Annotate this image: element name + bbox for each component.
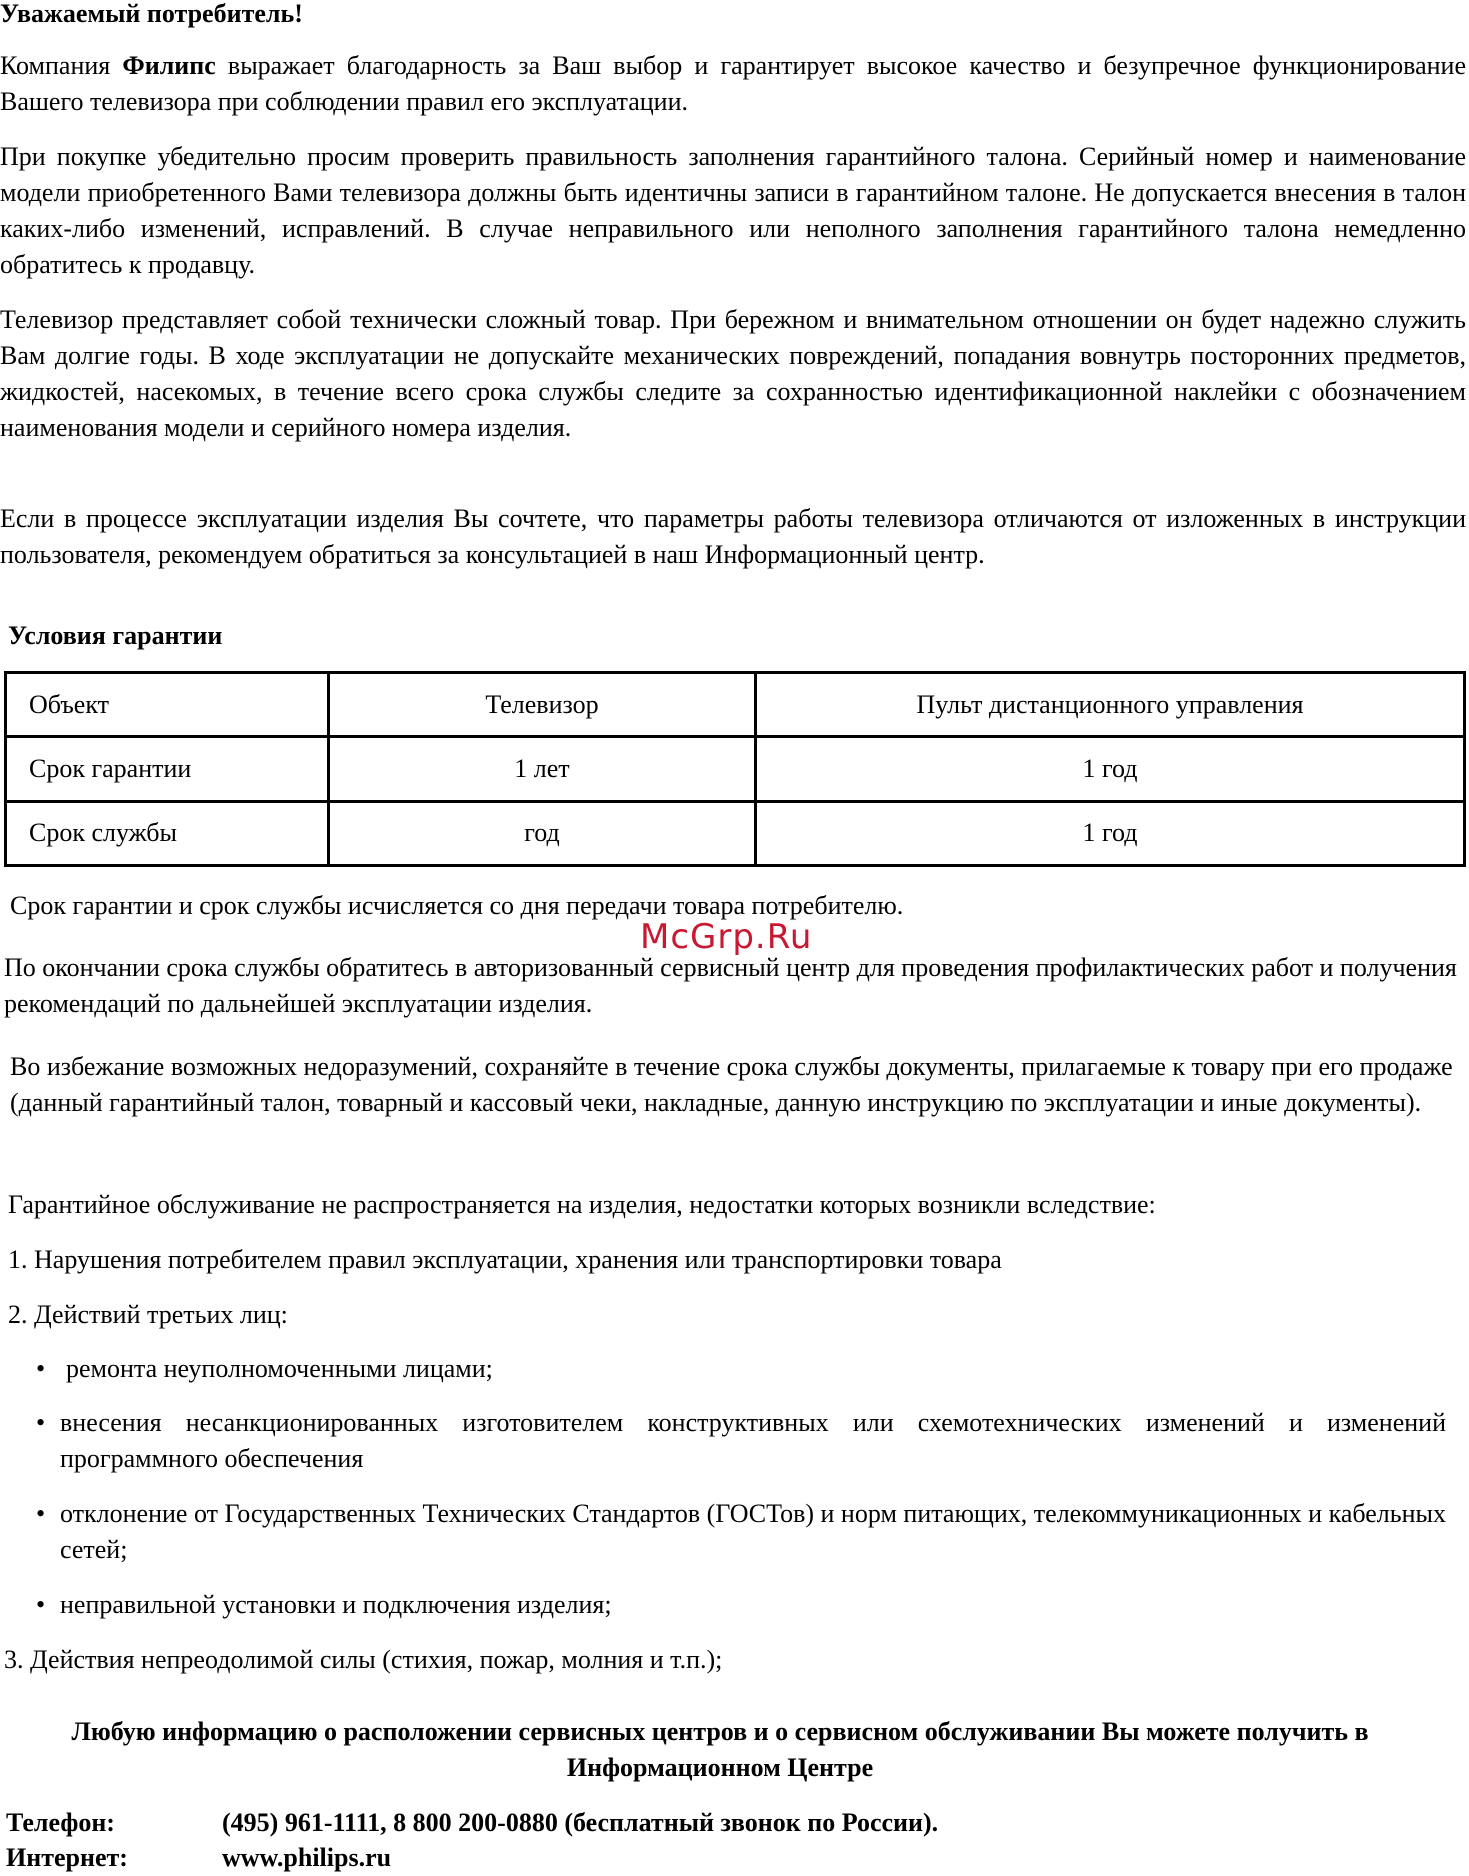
web-link[interactable]: www.philips.ru (222, 1843, 392, 1872)
greeting-heading: Уважаемый потребитель! (0, 0, 303, 28)
product-care-paragraph: Телевизор представляет собой технически сложный товар. При бережном и внимательном отношении он будет надежно служить Вам долгие годы. В ходе эксплуатации не допускайте механических повреждений, попадания вовнутрь посторонних предметов, жидкостей, насекомых, в течение всего срока службы следите за сохранностью идентификационной наклейки с обозначением наименования модели и серийного номера изделия. (0, 305, 1466, 442)
intro-text-start: Компания (0, 51, 123, 80)
table-cell: 1 лет (329, 737, 756, 801)
list-item (36, 1405, 1446, 1477)
exclusion-item-3: 3. Действия непреодолимой силы (стихия, пожар, молния и т.п.); (4, 1645, 723, 1674)
phone-label: Телефон: (6, 1808, 115, 1837)
phone-value: (495) 961-1111, 8 800 200-0880 (бесплатный звонок по России). (222, 1808, 939, 1837)
intro-text-end: выражает благодарность за Ваш выбор и гарантирует высокое качество и безупречное функционирование Вашего телевизора при соблюдении правил его эксплуатации. (0, 51, 1467, 116)
watermark-logo: McGrp.Ru (640, 917, 813, 957)
bullet-icon: • (36, 1590, 46, 1619)
table-cell: 1 год (756, 801, 1465, 865)
purchase-check-paragraph: При покупке убедительно просим проверить правильность заполнения гарантийного талона. Серийный номер и наименование модели приобретенного Вами телевизора должны быть идентичны записи в гарантийном талоне. Не допускается внесения в талон каких-либо изменений, исправлений. В случае неправильного или неполного заполнения гарантийного талона немедленно обратитесь к продавцу. (0, 142, 1466, 279)
exclusion-item-1: 1. Нарушения потребителем правил эксплуатации, хранения или транспортировки товара (8, 1245, 1002, 1274)
intro-paragraph (0, 48, 1466, 120)
list-item-text: ремонта неуполномоченными лицами; (66, 1354, 493, 1383)
table-cell: Срок гарантии (6, 737, 329, 801)
table-cell: 1 год (756, 737, 1465, 801)
exclusion-item-2: 2. Действий третьих лиц: (8, 1300, 288, 1329)
table-cell: год (329, 801, 756, 865)
bullet-icon: • (36, 1499, 46, 1528)
keep-documents-paragraph: Во избежание возможных недоразумений, сохраняйте в течение срока службы документы, прилагаемые к товару при его продаже (данный гарантийный талон, товарный и кассовый чеки, накладные, данную инструкцию по эксплуатации и иные документы). (10, 1052, 1453, 1117)
table-row (6, 737, 1465, 801)
info-center-statement: Любую информацию о расположении сервисных центров и о сервисном обслуживании Вы можете получить в Информационном Центре (71, 1717, 1369, 1782)
warranty-conditions-title: Условия гарантии (8, 621, 223, 650)
warranty-table (4, 671, 1466, 867)
list-item (36, 1351, 1446, 1387)
list-item-text: неправильной установки и подключения изделия; (60, 1590, 612, 1619)
period-calculation-note: Срок гарантии и срок службы исчисляется со дня передачи товара потребителю. (10, 891, 904, 920)
table-cell: Телевизор (329, 673, 756, 737)
table-cell: Пульт дистанционного управления (756, 673, 1465, 737)
table-row (6, 801, 1465, 865)
service-end-paragraph: По окончании срока службы обратитесь в авторизованный сервисный центр для проведения профилактических работ и получения рекомендаций по дальнейшей эксплуатации изделия. (4, 953, 1457, 1018)
list-item-text: отклонение от Государственных Технических Стандартов (ГОСТов) и норм питающих, телекоммуникационных и кабельных сетей; (60, 1499, 1447, 1564)
brand-name: Филипс (122, 51, 216, 80)
table-cell: Объект (6, 673, 329, 737)
list-item (36, 1587, 1446, 1623)
bullet-icon: • (36, 1408, 46, 1437)
table-cell: Срок службы (6, 801, 329, 865)
table-row (6, 673, 1465, 737)
info-center-advice-paragraph: Если в процессе эксплуатации изделия Вы сочтете, что параметры работы телевизора отличаются от изложенных в инструкции пользователя, рекомендуем обратиться за консультацией в наш Информационный центр. (0, 504, 1466, 569)
list-item (36, 1496, 1446, 1568)
exclusions-intro: Гарантийное обслуживание не распространяется на изделия, недостатки которых возникли вследствие: (8, 1190, 1156, 1219)
web-label: Интернет: (6, 1843, 128, 1872)
list-item-text: внесения несанкционированных изготовителем конструктивных или схемотехнических изменений и изменений программного обеспечения (60, 1408, 1446, 1473)
bullet-icon: • (36, 1354, 46, 1383)
